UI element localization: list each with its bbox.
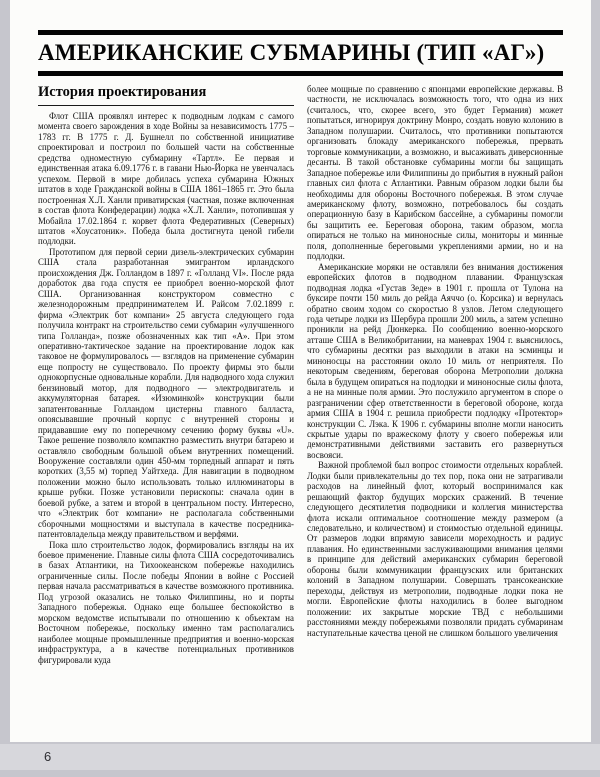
paragraph-left-1: Флот США проявлял интерес к подводным лодкам с самого момента своего зарождения в ходе Войны за независимость 1775 – 1783 гг. В 1775 г. Д. Бушнелл по собственной инициативе спроектировал и построил по большей части на собственные средства одноместную субмарину «Тартл». Ее первая и единственная атака 6.09.1776 г. в гавани Нью-Йорка не увенчалась успехом. Первой в мире добилась успеха субмарина Южных штатов в ходе Гражданской войны в США 1861–1865 гг. Это была построенная Х.Л. Ханли приватирская (частная, позже включенная в состав флота Конфедерации) лодка «Х.Л. Ханли», потопившая у Мобайла 17.02.1864 г. корвет флота Федеративных (Северных) штатов «Хоусатоник». Победа была достигнута ценой гибели подлодки. — [38, 111, 294, 247]
paragraph-left-2: Прототипом для первой серии дизель-электрических субмарин США стала разработанная эмигрантом ирландского происхождения Дж. Голландом в 1897 г. «Голланд VI». После ряда доработок два года спустя ее приобрел военно-морской флот США. Организованная конструктором совместно с железнодорожным предпринимателем И. Райсом 7.02.1899 г. фирма «Электрик бот компани» 25 августа следующего года получила контракт на строительство семи субмарин «улучшенного типа Голланда», позже обозначенных как тип «А». При этом оперативно-тактическое задание на проектирование лодок как таковое не формулировалось — взглядов на применение субмарин еще попросту не существовало. По проекту фирмы это были однокорпусные одновальные корабли. Для надводного хода служил бензиновый мотор, для подводного — электродвигатель и аккумуляторная батарея. «Изюминкой» конструкции были запатентованные Голландом цистерны главного балласта, опоясывавшие прочный корпус с внутренней стороны и придававшие ему по поперечному сечению форму буквы «U». Такое решение позволяло компактно разместить внутри батарею и оставляло свободным большой объем внутренних помещений. Вооружение составляли один 450-мм торпедный аппарат и пять коротких (3,55 м) торпед Уайтхеда. Для навигации в подводном положении можно было использовать только иллюминаторы в крыше рубки. Позже установили перископы: сначала один в боевой рубке, а затем и второй в центральном посту. Интересно, что «Электрик бот компани» не располагала собственными сборочными мощностями и выступала в качестве посредника-патентовладельца между правительством и верфями. — [38, 246, 294, 540]
right-column — [307, 84, 563, 738]
page-title: АМЕРИКАНСКИЕ СУБМАРИНЫ (ТИП «АГ») — [38, 40, 545, 65]
book-page — [10, 0, 591, 742]
text-columns — [38, 84, 563, 738]
header-rule-top — [38, 30, 563, 35]
header-rule-bottom — [38, 71, 563, 76]
paragraph-left-3: Пока шло строительство лодок, формировались взгляды на их боевое применение. Главные силы флота США сосредоточивались в базах Атлантики, на Тихоокеанском побережье находились ограниченные силы. После победы Японии в войне с Россией первая начала рассматриваться в качестве возможного противника. Под угрозой оказались не только Филиппины, но и порты Западного побережья. Однако еще большее беспокойство в морском ведомстве испытывали по отношению к объектам на Восточном побережье, поскольку именно там располагались наиболее мощные промышленные предприятия и военно-морская инфраструктура, а в качестве потенциальных противников фигурировали куда — [38, 539, 294, 665]
page-number: 6 — [44, 749, 52, 764]
paragraph-right-2: Американские моряки не оставляли без внимания достижения европейских флотов в подводном плавании. Французская подводная лодка «Густав Зеде» в 1901 г. прошла от Тулона на буксире почти 150 миль до рейда Аяччо (о. Корсика) и вернулась обратно своим ходом со скоростью 8 узлов. Летом следующего года четыре лодки из Шербура прошли 200 миль, а затем успешно проникли на рейд Дюнкерка. По сообщению военно-морского атташе США в Великобритании, на маневрах 1904 г. выяснилось, что субмарины десятки раз выходили в атаки на эсминцы и миноносцы на расстоянии около 10 миль от неприятеля. По некоторым сведениям, береговая оборона Метрополии должна была в будущем опираться на подлодки и миноносные силы флота, а не на минные поля армии. Это послужило аргументом в споре о разграничении сфер ответственности в береговой обороне, когда армия США в 1904 г. решила приобрести подлодку «Протектор» конструкции С. Лэка. К 1906 г. субмарины вполне могли наносить скрытые удары по вражескому флоту у своего побережья или демонстративными действиями заставить его развернуться восвояси. — [307, 261, 563, 460]
paragraph-right-3: Важной проблемой был вопрос стоимости отдельных кораблей. Лодки были привлекательны до тех пор, пока они не затрагивали расходов на линейный флот, который воспринимался как решающий фактор будущих морских сражений. В течение следующего десятилетия подводники и коллегия министерства флота искали оптимальное соотношение между размером (а следовательно, и количеством) и стоимостью отдельной единицы. От размеров лодки впрямую зависели мореходность и радиус плавания. Но единственными заслуживающими внимания целями в принципе для действий американских субмарин береговой обороны были коммуникации французских или британских колоний в Западном полушарии. Совершать трансокеанские переходы, действуя из метрополии, подводные лодки пока не могли. Европейские флоты находились в более выгодном положении: их закрытые морские ТВД с небольшими расстояниями между побережьями позволяли придать субмаринам наступательные качества ценой не слишком большого увеличения — [307, 460, 563, 638]
page-footer — [0, 744, 600, 770]
section-heading: История проектирования — [38, 84, 294, 106]
paragraph-right-1: более мощные по сравнению с японцами европейские державы. В частности, не исключалась возможность того, что одна из них (считалось, что, скорее всего, это будет Германия) может попытаться, игнорируя доктрину Монро, создать новую колонию в Западном полушарии. Считалось, что противники попытаются организовать блокаду американского побережья, прервать торговые коммуникации, а возможно, и высаживать диверсионные десанты. В такой обстановке субмарины могли бы защищать Западное побережье или Филиппины до прибытия в нужный район главных сил флота с Атлантики. Равным образом лодки были бы необходимы для обороны Восточного побережья. В этом случае американскому флоту, возможно, потребовалось бы создать операционную базу в Карибском бассейне, а субмарины помогли бы защитить ее. Береговая оборона, таким образом, могла опираться не только на миноносные силы, мониторы и минные поля, дополненные береговыми укреплениями армии, но и на подлодки. — [307, 84, 563, 262]
left-column — [38, 84, 294, 738]
